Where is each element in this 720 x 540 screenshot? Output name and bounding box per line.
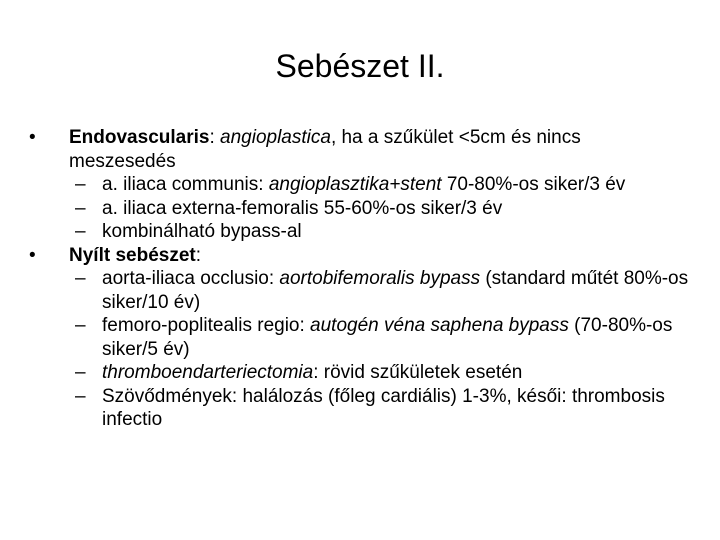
- text-segment: Szövődmények: halálozás (főleg cardiális) 1-3%, késői: thrombosis infectio: [102, 385, 665, 430]
- sub-item-iliaca-externa: [0, 197, 720, 221]
- text-segment: :: [195, 244, 202, 266]
- term-nyilt-sebeszet: Nyílt sebészet: [69, 244, 196, 266]
- term-angioplasztika-stent: angioplasztika+stent: [268, 174, 442, 195]
- dash-marker: –: [75, 268, 86, 289]
- text-segment: , ha a szűkület <5cm és nincs meszesedés: [69, 127, 581, 172]
- sub-item-szovodmenyek: [0, 385, 720, 432]
- sub-item-iliaca-communis: [0, 173, 720, 197]
- text-segment: a. iliaca externa-femoralis 55-60%-os siker/3 év: [102, 197, 503, 219]
- text-segment: : rövid szűkületek esetén: [313, 362, 523, 383]
- term-angioplastica: angioplastica: [220, 127, 331, 148]
- text-segment: femoro-poplitealis regio:: [102, 315, 311, 336]
- text-segment: (70-80%-os siker/5 év): [102, 315, 673, 360]
- dash-marker: –: [75, 221, 86, 242]
- dash-marker: –: [75, 315, 86, 336]
- bullet-item-nyilt-sebeszet: [0, 244, 720, 268]
- text-segment: a. iliaca communis:: [102, 174, 269, 195]
- slide-content: [0, 126, 720, 432]
- text-segment: aorta-iliaca occlusio:: [102, 268, 280, 289]
- sub-item-thromboendarteriectomia: [0, 361, 720, 385]
- dash-marker: –: [75, 362, 86, 383]
- bullet-item-endovascularis: [0, 126, 720, 173]
- sub-item-femoro-poplitealis: [0, 314, 720, 361]
- term-aortobifemoralis-bypass: aortobifemoralis bypass: [279, 268, 481, 289]
- dash-marker: –: [75, 174, 86, 195]
- dash-marker: –: [75, 385, 86, 407]
- text-segment: 70-80%-os siker/3 év: [441, 174, 626, 195]
- sub-item-aorta-iliaca: [0, 267, 720, 314]
- term-endovascularis: Endovascularis: [69, 127, 210, 148]
- term-vena-saphena-bypass: autogén véna saphena bypass: [310, 315, 569, 336]
- sub-item-bypass: [0, 220, 720, 244]
- text-segment: kombinálható bypass-al: [102, 221, 302, 242]
- text-segment: (standard műtét 80%-os siker/10 év): [102, 268, 689, 313]
- bullet-marker: •: [29, 127, 36, 148]
- term-thromboendarteriectomia: thromboendarteriectomia: [102, 362, 314, 383]
- text-segment: :: [209, 127, 221, 148]
- slide-title: Sebészet II.: [275, 48, 445, 84]
- dash-marker: –: [75, 197, 86, 219]
- bullet-marker: •: [29, 244, 36, 266]
